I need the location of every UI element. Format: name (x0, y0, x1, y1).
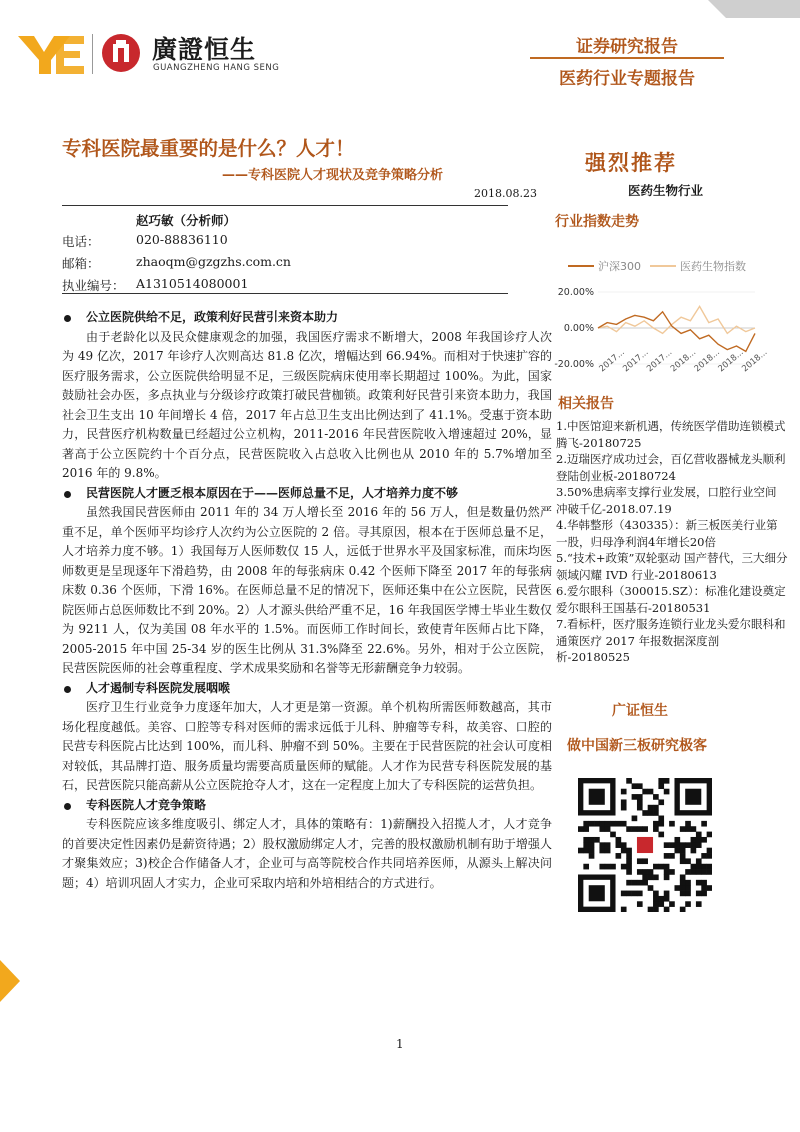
qr-module (610, 864, 616, 870)
qr-module (583, 837, 589, 843)
qr-module (669, 901, 675, 907)
qr-module (589, 789, 605, 805)
qr-module (669, 853, 675, 859)
x-tick-label: 2017... (597, 347, 627, 375)
qr-module (664, 891, 670, 897)
x-tick-label: 2018... (740, 347, 770, 375)
related-report-item[interactable]: 2.迈瑞医疗成功过会，百亿营收器械龙头顺利登陆创业板-20180724 (556, 452, 786, 483)
qr-module (707, 848, 712, 854)
header-divider (530, 57, 724, 59)
series-line (598, 312, 755, 352)
qr-module (664, 874, 670, 880)
qr-module (707, 832, 712, 838)
qr-module (664, 864, 670, 870)
qr-module (664, 869, 670, 875)
qr-module (637, 869, 643, 875)
qr-module (589, 848, 595, 854)
qr-module (696, 880, 702, 886)
qr-module (653, 826, 659, 832)
qr-module (701, 864, 707, 870)
qr-module (696, 837, 702, 843)
promo-brand: 广证恒生 (612, 703, 668, 719)
qr-module (664, 853, 670, 859)
qr-module (594, 821, 600, 827)
qr-module (605, 842, 611, 848)
qr-module (642, 874, 648, 880)
qr-module (674, 848, 680, 854)
analyst-bottom-rule (62, 293, 508, 294)
qr-module (621, 907, 627, 912)
qr-module (632, 816, 638, 822)
qr-module (642, 858, 648, 864)
qr-module (680, 848, 686, 854)
qr-module (685, 901, 691, 907)
brand-name-en: GUANGZHENG HANG SENG (153, 63, 280, 73)
qr-module (626, 864, 632, 870)
qr-module (680, 858, 686, 864)
qr-module (701, 885, 707, 891)
section-paragraph: 虽然我国民营医师由 2011 年的 34 万人增长至 2016 年的 56 万人，但是数量仍然严重不足，单个医师平均诊疗人次约为公立医院的 2 倍。寻其原因，根本在于医师总量不足，人才培养力度不够。1）我国每万人医师数仅 15 人，远低于世界水平及国家标准，而床均医师数更是呈现逐年下滑趋势，由 2008 年的每张病床 0.42 个医师下降至 2017 年的每张病床数 0.36 个医师，下滑 16%。在医师总量不足的情况下，医师还集中在公立医院，民营医院医师占总医师数比不到 20%。2）人才源头供给严重不足，16 年我国医学博士毕业生数仅为 9211 人，仅为美国 08 年水平的 1.5%。而医师工作时间长，致使青年医师占比下降，2005-2015 年中国 25-34 岁的医生比例从 31.3%降至 22.6%。另外，相对于公立医院，民营医院医师的社会尊重程度、学术成果奖励和名誉等无形薪酬竞争力较弱。 (62, 505, 552, 675)
qr-module (701, 891, 707, 897)
qr-module (653, 901, 659, 907)
qr-code-icon[interactable] (578, 778, 712, 912)
qr-module (658, 896, 664, 902)
qr-module (621, 848, 627, 854)
bullet-icon (64, 491, 71, 498)
cert-label: 执业编号： (62, 278, 125, 293)
qr-module (626, 853, 632, 859)
qr-module (685, 858, 691, 864)
corner-decoration-icon (708, 0, 800, 18)
section-heading: 公立医院供给不足，政策利好民营引来资本助力 (62, 308, 552, 328)
qr-module (674, 842, 680, 848)
qr-module (578, 826, 584, 832)
qr-module (605, 848, 611, 854)
qr-module (648, 805, 654, 811)
related-report-item[interactable]: 4.华韩整形（430335）：新三板医美行业第一股，归母净利润4年增长20倍 (556, 518, 778, 549)
industry-name: 医药生物行业 (628, 183, 704, 198)
report-title: 专科医院最重要的是什么？人才！ (62, 137, 355, 160)
qr-module (599, 848, 605, 854)
qr-module (583, 848, 589, 854)
qr-module (658, 778, 664, 784)
qr-module (701, 880, 707, 886)
email-value[interactable]: zhaoqm@gzgzhs.com.cn (136, 254, 291, 269)
qr-module (696, 842, 702, 848)
x-tick-label: 2018... (716, 347, 746, 375)
qr-module (637, 794, 643, 800)
qr-module (653, 805, 659, 811)
related-report-item[interactable]: 1.中医馆迎来新机遇，传统医学借助连锁模式腾飞-20180725 (556, 419, 786, 450)
legend-label: 沪深300 (598, 260, 641, 273)
qr-module (589, 842, 595, 848)
corner-decoration-icon (0, 960, 20, 1002)
qr-module (696, 858, 702, 864)
qr-module (626, 880, 632, 886)
bullet-icon (64, 803, 71, 810)
qr-module (669, 869, 675, 875)
qr-module (696, 869, 702, 875)
qr-module (637, 901, 643, 907)
qr-module (616, 821, 622, 827)
qr-module (691, 869, 697, 875)
qr-module (696, 864, 702, 870)
qr-module (642, 826, 648, 832)
qr-module (637, 826, 643, 832)
qr-module (696, 891, 702, 897)
qr-module (669, 842, 675, 848)
qr-module (605, 826, 611, 832)
qr-module (685, 821, 691, 827)
brand-logo-icon (18, 32, 84, 76)
y-tick-label: 20.00% (557, 287, 594, 298)
qr-module (616, 837, 622, 843)
cert-value: A1310514080001 (136, 276, 249, 291)
qr-module (637, 783, 643, 789)
related-reports-title: 相关报告 (558, 396, 614, 412)
section-heading: 人才遏制专科医院发展咽喉 (62, 679, 552, 699)
qr-module (691, 837, 697, 843)
qr-module (589, 821, 595, 827)
qr-module (680, 874, 686, 880)
qr-module (653, 896, 659, 902)
qr-module (664, 907, 670, 912)
qr-module (674, 885, 680, 891)
qr-module (637, 837, 653, 853)
qr-module (680, 880, 686, 886)
analyst-name: 赵巧敏（分析师） (136, 213, 237, 228)
qr-module (621, 789, 627, 795)
related-report-item[interactable]: 5.“技术+政策”双轮驱动 国产替代，三大细分领域闪耀 IVD 行业-20180613 (556, 551, 788, 582)
report-body (62, 308, 552, 893)
qr-module (610, 821, 616, 827)
qr-module (658, 901, 664, 907)
qr-module (642, 810, 648, 816)
bullet-icon (64, 315, 71, 322)
qr-module (658, 821, 664, 827)
qr-module (680, 853, 686, 859)
related-report-item[interactable]: 3.50%患病率支撑行业发展，口腔行业空间冲破千亿-2018.07.19 (556, 485, 777, 516)
qr-module (594, 837, 600, 843)
qr-module (637, 880, 643, 886)
qr-module (658, 799, 664, 805)
email-label: 邮箱： (62, 256, 100, 271)
qr-module (599, 826, 605, 832)
qr-module (599, 821, 605, 827)
report-type: 证券研究报告 (576, 37, 678, 57)
qr-module (701, 821, 707, 827)
qr-module (578, 848, 584, 854)
qr-module (658, 783, 664, 789)
qr-module (632, 880, 638, 886)
qr-module (583, 826, 589, 832)
phone-label: 电话： (62, 234, 100, 249)
qr-module (632, 826, 638, 832)
x-tick-label: 2018... (692, 347, 722, 375)
qr-module (632, 794, 638, 800)
qr-module (707, 853, 712, 859)
section-paragraph: 专科医院应该多维度吸引、绑定人才，具体的策略有：1)薪酬投入招揽人才，人才竞争的首要决定性因素仍是薪资待遇；2）股权激励绑定人才，完善的股权激励机制有助于增强人才聚集效应；3)校企合作储备人才，企业可与高等院校合作共同培养医师，从源头上解决问题；4）培训巩固人才实力，企业可采取内培和外培相结合的方式进行。 (62, 817, 552, 890)
qr-module (658, 832, 664, 838)
qr-module (583, 842, 589, 848)
related-report-item[interactable]: 7.看标杆，医疗服务连锁行业龙头爱尔眼科和通策医疗 2017 年报数据深度剖析-20180525 (556, 617, 786, 664)
qr-module (621, 799, 627, 805)
qr-module (648, 869, 654, 875)
qr-module (626, 848, 632, 854)
qr-module (632, 891, 638, 897)
qr-module (642, 789, 648, 795)
qr-module (685, 880, 691, 886)
promo-slogan: 做中国新三板研究极客 (567, 738, 707, 754)
report-date: 2018.08.23 (474, 187, 537, 200)
qr-module (626, 858, 632, 864)
logo-divider (92, 34, 93, 74)
qr-module (648, 907, 654, 912)
qr-module (707, 869, 712, 875)
qr-module (583, 864, 589, 870)
bullet-icon (64, 686, 71, 693)
qr-module (637, 799, 643, 805)
qr-module (621, 891, 627, 897)
y-tick-label: 0.00% (563, 323, 594, 334)
qr-module (626, 891, 632, 897)
qr-module (691, 826, 697, 832)
qr-module (669, 821, 675, 827)
qr-module (648, 789, 654, 795)
section-heading: 民营医院人才匮乏根本原因在于——医师总量不足，人才培养力度不够 (62, 484, 552, 504)
qr-module (701, 869, 707, 875)
qr-module (621, 805, 627, 811)
emblem-icon (100, 30, 142, 76)
x-tick-label: 2017... (645, 347, 675, 375)
qr-module (637, 805, 643, 811)
qr-module (637, 858, 643, 864)
qr-module (605, 864, 611, 870)
qr-module (664, 896, 670, 902)
rating: 强烈推荐 (585, 151, 677, 175)
x-tick-label: 2017... (621, 347, 651, 375)
qr-module (653, 821, 659, 827)
qr-module (701, 837, 707, 843)
qr-module (691, 842, 697, 848)
qr-module (685, 842, 691, 848)
report-subtitle: ——专科医院人才现状及竞争策略分析 (222, 168, 444, 183)
qr-module (685, 885, 691, 891)
qr-module (680, 891, 686, 897)
qr-module (626, 826, 632, 832)
related-report-item[interactable]: 6.爱尔眼科（300015.SZ）：标准化建设奠定爱尔眼科王国基石-20180531 (556, 584, 786, 615)
qr-module (589, 853, 595, 859)
qr-module (696, 901, 702, 907)
qr-module (691, 848, 697, 854)
qr-module (658, 816, 664, 822)
qr-module (653, 794, 659, 800)
qr-module (626, 869, 632, 875)
qr-module (616, 853, 622, 859)
analyst-top-rule (62, 205, 508, 206)
qr-module (589, 885, 605, 901)
x-tick-label: 2018... (668, 347, 699, 375)
y-tick-label: -20.00% (554, 359, 594, 370)
qr-module (648, 874, 654, 880)
qr-module (664, 778, 670, 784)
legend-label: 医药生物指数 (680, 260, 746, 273)
qr-module (653, 874, 659, 880)
qr-module (680, 885, 686, 891)
index-trend-chart (550, 252, 770, 377)
qr-module (685, 869, 691, 875)
page-number: 1 (396, 1037, 404, 1051)
section-paragraph: 由于老龄化以及民众健康观念的加强，我国医疗需求不断增大，2008 年我国诊疗人次为 49 亿次，2017 年诊疗人次则高达 81.8 亿次，增幅达到 66.94%。而相对于快速扩容的医疗服务需求，公立医院供给明显不足，三级医院病床使用率长期超过 100%。为此，国家鼓励社会办医，多点执业与分级诊疗政策打破民营枷锁。政策利好民营引来资本助力，我国社会卫生支出 10 年间增长 4 倍，2017 年占总卫生支出比例达到了 41.1%。受惠于资本助力，民营医疗机构数量已经超过公立机构，2011-2016 年民营医院收入增速超过 20%，显著高于公立医院约十个百分点，民营医院收入占总收入比例也从 2010 年的 5.7%增加至 2016 年的 9.8%。 (62, 329, 552, 480)
brand-name-cn: 廣證恒生 (152, 35, 257, 64)
qr-module (685, 891, 691, 897)
qr-module (605, 821, 611, 827)
qr-module (642, 880, 648, 886)
qr-module (610, 832, 616, 838)
qr-module (599, 864, 605, 870)
qr-module (674, 837, 680, 843)
qr-module (621, 842, 627, 848)
qr-module (637, 891, 643, 897)
qr-module (653, 864, 659, 870)
qr-module (707, 864, 712, 870)
qr-module (616, 842, 622, 848)
qr-module (599, 842, 605, 848)
qr-module (685, 789, 701, 805)
qr-module (685, 826, 691, 832)
section-heading: 专科医院人才竞争策略 (62, 796, 552, 816)
qr-module (664, 842, 670, 848)
qr-module (632, 783, 638, 789)
qr-module (621, 821, 627, 827)
qr-module (658, 864, 664, 870)
report-category: 医药行业专题报告 (559, 69, 695, 89)
qr-module (696, 832, 702, 838)
qr-module (664, 789, 670, 795)
qr-module (701, 853, 707, 859)
qr-module (691, 864, 697, 870)
qr-module (648, 885, 654, 891)
phone-value: 020-88836110 (136, 232, 228, 247)
qr-module (653, 891, 659, 897)
qr-module (680, 826, 686, 832)
qr-module (648, 810, 654, 816)
qr-module (680, 907, 686, 912)
qr-module (642, 869, 648, 875)
qr-module (583, 821, 589, 827)
qr-module (626, 778, 632, 784)
qr-module (653, 907, 659, 912)
trend-title: 行业指数走势 (555, 214, 639, 230)
related-reports-list (556, 418, 788, 666)
qr-module (680, 842, 686, 848)
qr-module (589, 837, 595, 843)
qr-module (707, 885, 712, 891)
qr-module (621, 864, 627, 870)
section-paragraph: 医疗卫生行业竞争力度逐年加大，人才更是第一资源。单个机构所需医师数越高，其市场化程度越低。美容、口腔等专科对医师的需求远低于儿科、肿瘤等专科，故美容、口腔的民营专科医院占比达到 100%，而儿科、肿瘤不到 50%。主要在于民营医院的社会认可度相对较低，其品牌打造、服务质量均需要高质量医师的赋能。人才作为民营专科医院发展的基石，民营医院只能高薪从公立医院抢夺人才，这在一定程度上加大了专科医院的运营负担。 (62, 700, 552, 792)
qr-module (653, 810, 659, 816)
